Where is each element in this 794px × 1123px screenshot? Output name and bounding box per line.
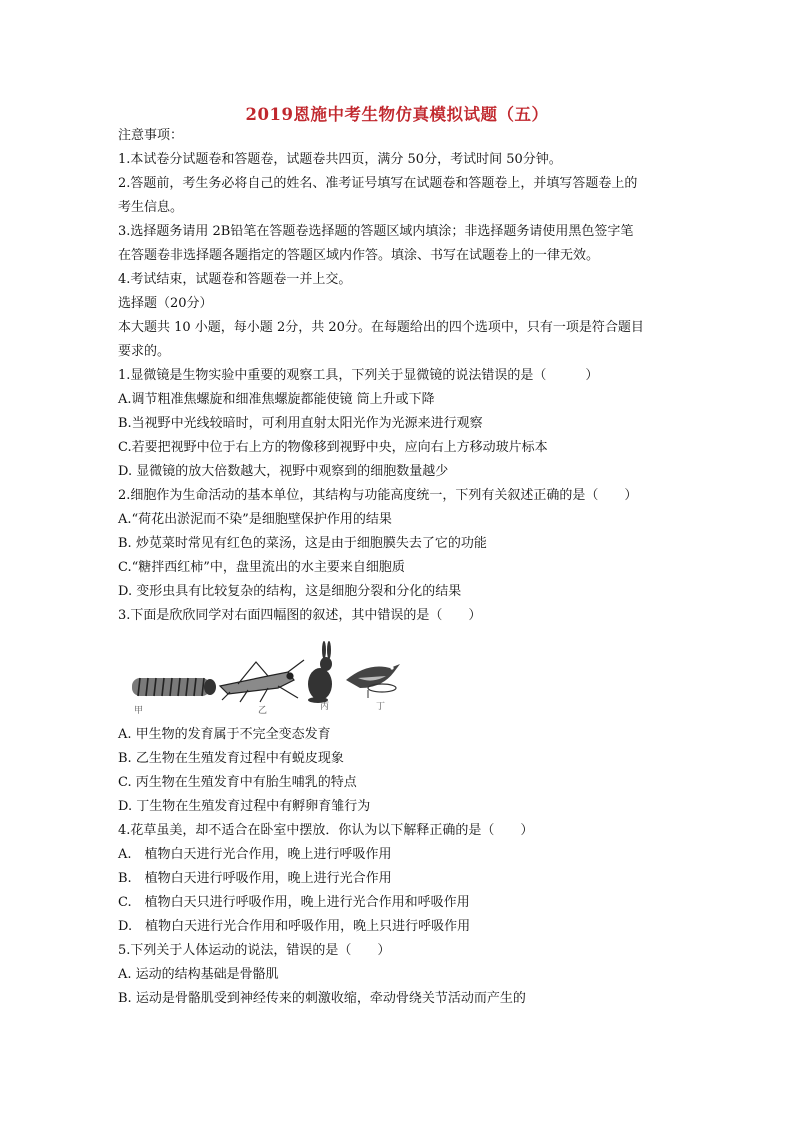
question-stem: 5.下列关于人体运动的说法，错误的是（ ） [118, 943, 391, 958]
note-line: 在答题卷非选择题各题指定的答题区域内作答。填涂、书写在试题卷上的一律无效。 [118, 248, 600, 263]
note-line: 考生信息。 [118, 200, 184, 215]
answer-option: D. 丁生物在生殖发育过程中有孵卵育雏行为 [118, 799, 371, 814]
answer-option: B. 炒苋菜时常见有红色的菜汤，这是由于细胞膜失去了它的功能 [118, 536, 487, 551]
rabbit-image [308, 641, 332, 703]
answer-option: A. 甲生物的发育属于不完全变态发育 [118, 727, 331, 742]
larva-image [132, 678, 216, 696]
note-line: 1.本试卷分试题卷和答题卷，试题卷共四页，满分 50分，考试时间 50分钟。 [118, 152, 562, 167]
exam-title: 2019恩施中考生物仿真模拟试题（五） [245, 105, 549, 124]
section-intro: 本大题共 10 小题，每小题 2分，共 20分。在每题给出的四个选项中，只有一项是符合题目 [118, 320, 644, 335]
answer-option: B. 乙生物在生殖发育过程中有蜕皮现象 [118, 751, 344, 766]
figure-label: 丙 [320, 702, 330, 712]
figure-label: 甲 [134, 706, 144, 716]
note-line: 4.考试结束，试题卷和答题卷一并上交。 [118, 272, 352, 287]
section-intro: 要求的。 [118, 344, 171, 359]
notes-heading: 注意事项： [118, 128, 184, 143]
note-line: 2.答题前，考生务必将自己的姓名、准考证号填写在试题卷和答题卷上，并填写答题卷上的 [118, 176, 638, 191]
answer-option: A. 植物白天进行光合作用，晚上进行呼吸作用 [118, 847, 392, 862]
answer-option: D. 显微镜的放大倍数越大，视野中观察到的细胞数量越少 [118, 464, 449, 479]
answer-option: B. 植物白天进行呼吸作用，晚上进行光合作用 [118, 871, 392, 886]
answer-option: C. 植物白天只进行呼吸作用，晚上进行光合作用和呼吸作用 [118, 895, 470, 910]
note-line: 3.选择题务请用 2B铅笔在答题卷选择题的答题区域内填涂；非选择题务请使用黑色签字笔 [118, 224, 634, 239]
section-heading: 选择题（20分） [118, 296, 213, 311]
answer-option: A.调节粗准焦螺旋和细准焦螺旋都能使镜 筒上升或下降 [118, 392, 435, 407]
answer-option: B.当视野中光线较暗时，可利用直射太阳光作为光源来进行观察 [118, 416, 483, 431]
figure-label: 丁 [376, 702, 386, 712]
question-stem: 1.显微镜是生物实验中重要的观察工具，下列关于显微镜的说法错误的是（ ） [118, 368, 599, 383]
animal-figure [128, 640, 408, 712]
answer-option: C.“糖拌西红柿”中，盘里流出的水主要来自细胞质 [118, 560, 405, 575]
grasshopper-image [220, 660, 304, 702]
question-stem: 4.花草虽美，却不适合在卧室中摆放．你认为以下解释正确的是（ ） [118, 823, 534, 838]
answer-option: A. 运动的结构基础是骨骼肌 [118, 967, 279, 982]
answer-option: D. 变形虫具有比较复杂的结构，这是细胞分裂和分化的结果 [118, 584, 462, 599]
answer-option: B. 运动是骨骼肌受到神经传来的刺激收缩，牵动骨绕关节活动而产生的 [118, 991, 526, 1006]
question-stem: 2.细胞作为生命活动的基本单位，其结构与功能高度统一，下列有关叙述正确的是（ ） [118, 488, 638, 503]
question-stem: 3.下面是欣欣同学对右面四幅图的叙述，其中错误的是（ ） [118, 608, 482, 623]
answer-option: C.若要把视野中位于右上方的物像移到视野中央，应向右上方移动玻片标本 [118, 440, 548, 455]
figure-label: 乙 [258, 706, 268, 716]
answer-option: A.“荷花出淤泥而不染”是细胞壁保护作用的结果 [118, 512, 392, 527]
bird-image [346, 664, 400, 698]
answer-option: D. 植物白天进行光合作用和呼吸作用，晚上只进行呼吸作用 [118, 919, 471, 934]
answer-option: C. 丙生物在生殖发育中有胎生哺乳的特点 [118, 775, 357, 790]
